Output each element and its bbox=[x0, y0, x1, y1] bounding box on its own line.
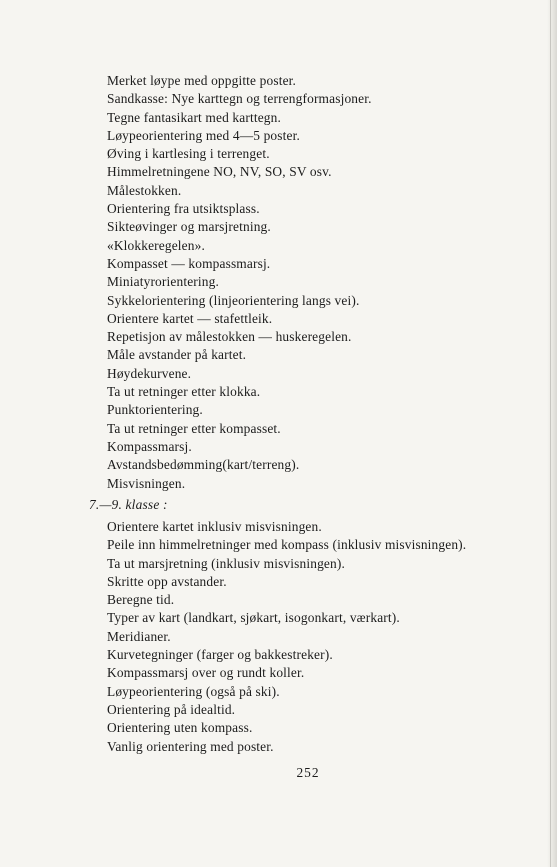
list-item: Orientering på idealtid. bbox=[107, 701, 236, 717]
list-item: Orientering fra utsiktsplass. bbox=[107, 201, 260, 217]
list-item: Ta ut retninger etter kompasset. bbox=[107, 420, 281, 436]
list-item: Orientering uten kompass. bbox=[107, 720, 253, 736]
list-item: Sykkelorientering (linjeorientering langs vei). bbox=[107, 292, 360, 308]
list-item: Vanlig orientering med poster. bbox=[107, 738, 274, 754]
list-item: Peile inn himmelretninger med kompass (inklusiv misvisningen). bbox=[107, 537, 467, 553]
list-item: Skritte opp avstander. bbox=[107, 573, 227, 589]
list-item: «Klokkeregelen». bbox=[107, 237, 205, 253]
list-item: Merket løype med oppgitte poster. bbox=[107, 73, 297, 88]
topic-list-lower bbox=[107, 518, 466, 756]
list-item: Målestokken. bbox=[107, 182, 182, 198]
list-item: Misvisningen. bbox=[107, 475, 186, 491]
list-item: Ta ut retninger etter klokka. bbox=[107, 384, 261, 400]
topic-list-upper bbox=[107, 72, 372, 493]
page-number: 252 bbox=[296, 765, 320, 780]
list-item: Punktorientering. bbox=[107, 402, 203, 418]
list-item: Sandkasse: Nye karttegn og terrengformasjoner. bbox=[107, 91, 372, 107]
list-item: Ta ut marsjretning (inklusiv misvisningen). bbox=[107, 555, 345, 571]
list-item: Kompasset — kompassmarsj. bbox=[107, 255, 271, 271]
list-item: Tegne fantasikart med karttegn. bbox=[107, 109, 282, 125]
list-item: Typer av kart (landkart, sjøkart, isogonkart, værkart). bbox=[107, 610, 400, 626]
list-item: Sikteøvinger og marsjretning. bbox=[107, 219, 271, 235]
list-item: Repetisjon av målestokken — huskeregelen. bbox=[107, 329, 352, 345]
list-item: Høydekurvene. bbox=[107, 365, 192, 381]
list-item: Meridianer. bbox=[107, 628, 171, 644]
list-item: Beregne tid. bbox=[107, 592, 175, 608]
list-item: Himmelretningene NO, NV, SO, SV osv. bbox=[107, 164, 332, 180]
list-item: Avstandsbedømming(kart/terreng). bbox=[107, 457, 300, 473]
list-item: Miniatyrorientering. bbox=[107, 274, 219, 290]
list-item: Kurvetegninger (farger og bakkestreker). bbox=[107, 647, 333, 663]
list-item: Orientere kartet inklusiv misvisningen. bbox=[107, 519, 322, 534]
list-item: Kompassmarsj over og rundt koller. bbox=[107, 665, 305, 681]
list-item: Måle avstander på kartet. bbox=[107, 347, 247, 363]
list-item: Øving i kartlesing i terrenget. bbox=[107, 146, 270, 162]
list-item: Orientere kartet — stafettleik. bbox=[107, 310, 273, 326]
list-item: Kompassmarsj. bbox=[107, 438, 192, 454]
list-item: Løypeorientering (også på ski). bbox=[107, 683, 280, 699]
section-heading: 7.—9. klasse : bbox=[89, 497, 168, 512]
page-edge bbox=[547, 0, 557, 867]
list-item: Løypeorientering med 4—5 poster. bbox=[107, 127, 300, 143]
